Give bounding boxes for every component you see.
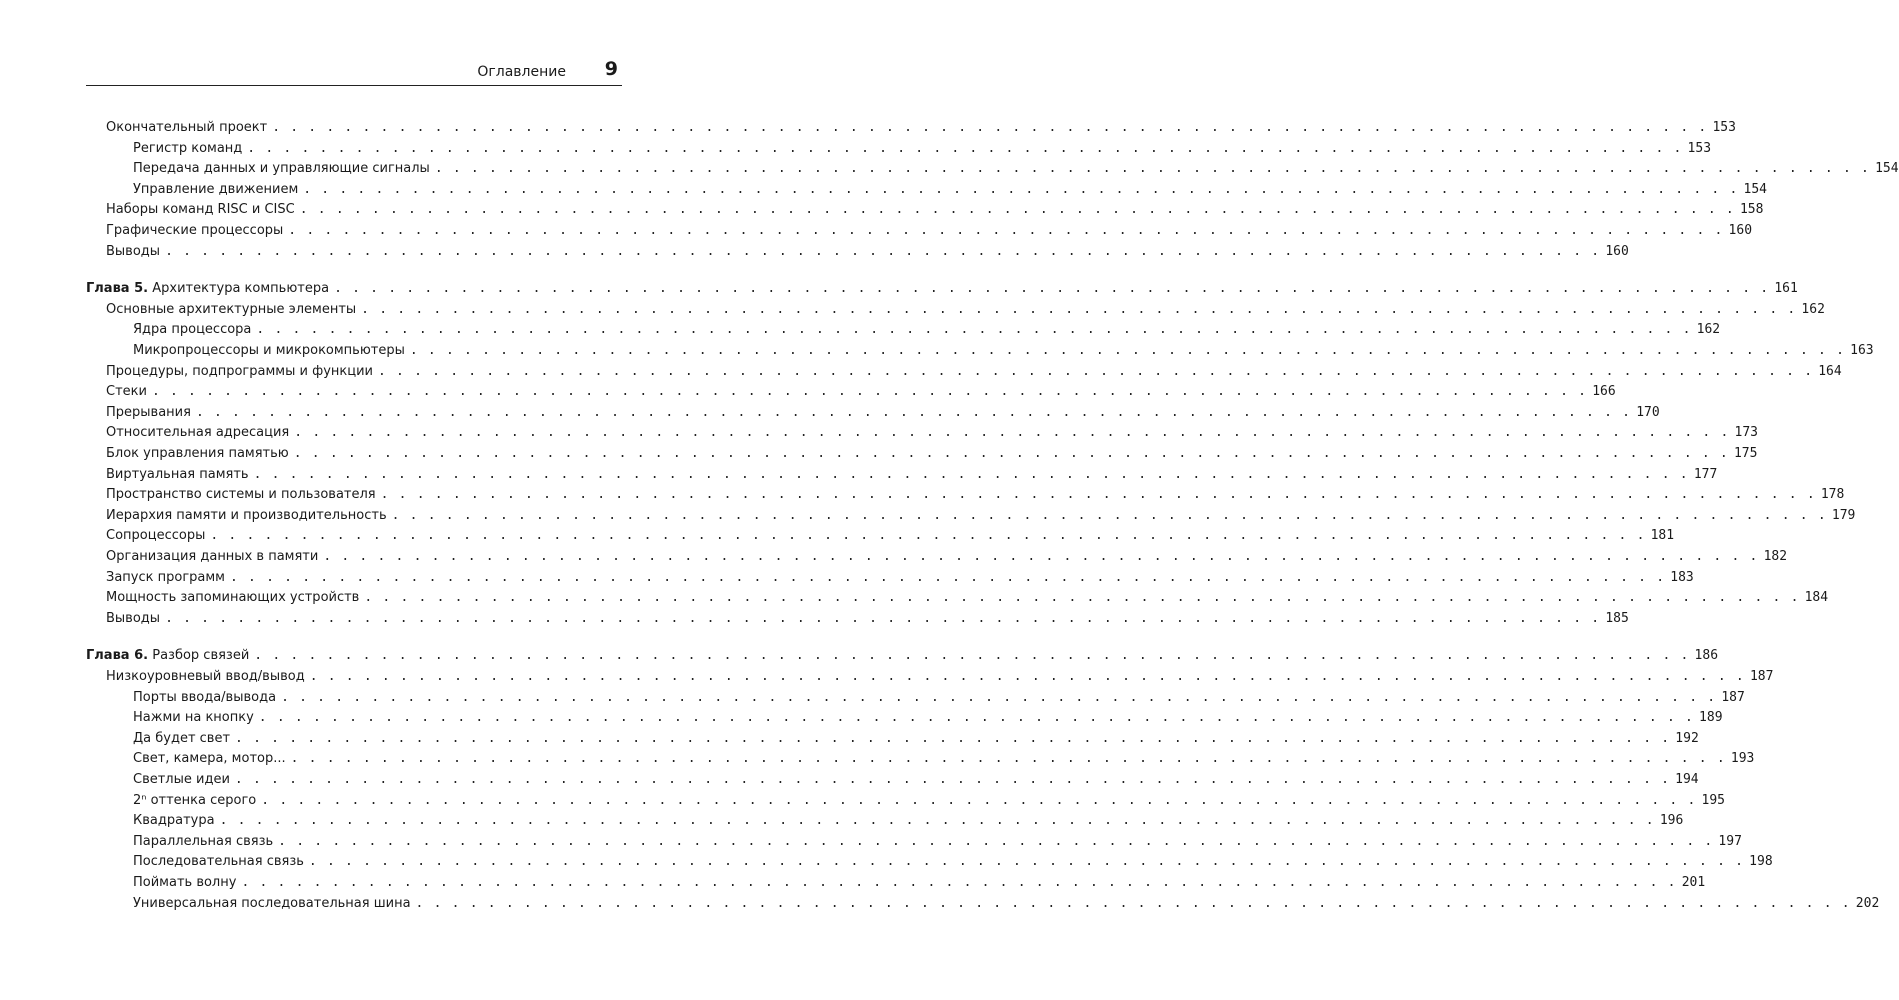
- toc-entry-title: [133, 341, 405, 361]
- toc-entry-title: [133, 139, 242, 159]
- toc-entry-text: Пространство системы и пользователя: [106, 487, 376, 503]
- toc-entry: [0, 547, 1788, 567]
- toc-entry-title: [106, 588, 359, 608]
- dot-leader: . . . . . . . . . . . . . . . . . . . . . . . . . . . . . . . . . . . . . . . . . . . . . . . . . . . . . . . . . . . . . . . . . . . . . . . . . . . . . . . .: [165, 243, 1601, 259]
- toc-entry-title: [106, 403, 191, 423]
- dot-leader: . . . . . . . . . . . . . . . . . . . . . . . . . . . . . . . . . . . . . . . . . . . . . . . . . . . . . . . . . . . . . . . . . . . . . . . . . . . . . . . .: [241, 875, 1677, 890]
- toc-entry-title: [86, 279, 329, 299]
- toc-page-number: 154: [1743, 181, 1767, 197]
- toc-entry-title: [133, 811, 215, 831]
- toc-chapter-entry: [0, 646, 1719, 666]
- toc-entry-text: Организация данных в памяти: [106, 549, 319, 564]
- toc-page-number: 160: [1605, 243, 1629, 259]
- toc-page-number: 184: [1804, 590, 1829, 606]
- toc-entry-title: [133, 894, 411, 914]
- toc-entry: [0, 341, 1874, 361]
- toc-entry: [0, 708, 1723, 728]
- toc-entry: [0, 568, 1694, 588]
- dot-leader: . . . . . . . . . . . . . . . . . . . . . . . . . . . . . . . . . . . . . . . . . . . . . . . . . . . . . . . . . . . . . . . . . . . . . . . . . . . . . . . .: [235, 730, 1671, 746]
- toc-entry-text: Нажми на кнопку: [133, 710, 254, 726]
- toc-entry-text: Наборы команд RISC и CISC: [106, 202, 295, 218]
- toc-entry-text: Блок управления памятью: [106, 446, 289, 461]
- toc-entry-text: Ядра процессора: [133, 322, 252, 338]
- toc-entry-text: Светлые идеи: [133, 772, 230, 787]
- toc-entry: [0, 770, 1699, 790]
- toc-entry: [0, 382, 1616, 402]
- toc-page-number: 170: [1636, 404, 1660, 420]
- toc-page-number: 154: [1875, 161, 1899, 177]
- toc-page-number: 192: [1675, 730, 1699, 746]
- toc-entry: [0, 832, 1742, 852]
- toc-entry: [0, 465, 1718, 485]
- toc-entry-title: [106, 506, 387, 526]
- chapter-label: Глава 5.: [86, 281, 149, 297]
- running-header-title: Оглавление: [477, 64, 566, 80]
- toc-page-number: 187: [1721, 689, 1745, 705]
- toc-entry-text: Квадратура: [133, 813, 215, 829]
- dot-leader: . . . . . . . . . . . . . . . . . . . . . . . . . . . . . . . . . . . . . . . . . . . . . . . . . . . . . . . . . . . . . . . . . . . . . . . . . . . . . . . .: [323, 549, 1759, 564]
- toc-entry-title: [133, 832, 273, 852]
- dot-leader: . . . . . . . . . . . . . . . . . . . . . . . . . . . . . . . . . . . . . . . . . . . . . . . . . . . . . . . . . . . . . . . . . . . . . . . . . . . . . . . .: [334, 281, 1770, 297]
- toc-entry-title: [106, 609, 160, 629]
- toc-entry: [0, 791, 1725, 811]
- dot-leader: . . . . . . . . . . . . . . . . . . . . . . . . . . . . . . . . . . . . . . . . . . . . . . . . . . . . . . . . . . . . . . . . . . . . . . . . . . . . . . . .: [234, 772, 1671, 787]
- dot-leader: . . . . . . . . . . . . . . . . . . . . . . . . . . . . . . . . . . . . . . . . . . . . . . . . . . . . . . . . . . . . . . . . . . . . . . . . . . . . . . . .: [409, 343, 1846, 358]
- toc-entry-title: [133, 688, 276, 708]
- dot-leader: . . . . . . . . . . . . . . . . . . . . . . . . . . . . . . . . . . . . . . . . . . . . . . . . . . . . . . . . . . . . . . . . . . . . . . . . . . . . . . . .: [210, 528, 1646, 544]
- toc-page-number: 187: [1749, 669, 1774, 684]
- dot-leader: . . . . . . . . . . . . . . . . . . . . . . . . . . . . . . . . . . . . . . . . . . . . . . . . . . . . . . . . . . . . . . . . . . . . . . . . . . . . . . . .: [281, 689, 1717, 705]
- toc-entry-title: [106, 362, 373, 382]
- dot-leader: . . . . . . . . . . . . . . . . . . . . . . . . . . . . . . . . . . . . . . . . . . . . . . . . . . . . . . . . . . . . . . . . . . . . . . . . . . . . . . . .: [254, 648, 1690, 664]
- toc-page-number: 177: [1693, 466, 1718, 482]
- toc-entry-text: Параллельная связь: [133, 833, 274, 849]
- toc-entry-text: Мощность запоминающих устройств: [106, 590, 360, 606]
- toc-entry-title: [133, 729, 230, 749]
- dot-leader: . . . . . . . . . . . . . . . . . . . . . . . . . . . . . . . . . . . . . . . . . . . . . . . . . . . . . . . . . . . . . . . . . . . . . . . . . . . . . . . .: [290, 751, 1726, 767]
- toc-entry-title: [133, 159, 430, 179]
- toc-entry-text: Последовательная связь: [133, 854, 304, 870]
- toc-entry-title: [133, 873, 236, 893]
- toc-entry-title: [133, 749, 286, 769]
- toc-entry-text: Передача данных и управляющие сигналы: [133, 161, 430, 177]
- toc-entry-title: [106, 200, 295, 220]
- toc-entry-title: [106, 526, 205, 546]
- toc-entry: [0, 444, 1758, 464]
- toc-entry: [0, 811, 1684, 831]
- toc-chapter-entry: [0, 279, 1798, 299]
- toc-entry-text: Графические процессоры: [106, 223, 284, 238]
- dot-leader: . . . . . . . . . . . . . . . . . . . . . . . . . . . . . . . . . . . . . . . . . . . . . . . . . . . . . . . . . . . . . . . . . . . . . . . . . . . . . . . .: [294, 425, 1730, 441]
- toc-page-number: 163: [1850, 343, 1874, 358]
- toc-page-number: 178: [1820, 487, 1845, 503]
- toc-page-number: 193: [1730, 751, 1755, 767]
- toc-entry-text: Разбор связей: [152, 648, 250, 664]
- toc-page-number: 194: [1675, 772, 1699, 787]
- toc-entry: [0, 200, 1764, 220]
- dot-leader: . . . . . . . . . . . . . . . . . . . . . . . . . . . . . . . . . . . . . . . . . . . . . . . . . . . . . . . . . . . . . . . . . . . . . . . . . . . . . . . .: [230, 569, 1666, 585]
- dot-leader: . . . . . . . . . . . . . . . . . . . . . . . . . . . . . . . . . . . . . . . . . . . . . . . . . . . . . . . . . . . . . . . . . . . . . . . . . . . . . . . .: [247, 140, 1683, 156]
- toc-page-number: 182: [1763, 549, 1788, 564]
- toc-entry-text: Управление движением: [133, 181, 299, 197]
- dot-leader: . . . . . . . . . . . . . . . . . . . . . . . . . . . . . . . . . . . . . . . . . . . . . . . . . . . . . . . . . . . . . . . . . . . . . . . . . . . . . . . .: [278, 833, 1714, 849]
- dot-leader: . . . . . . . . . . . . . . . . . . . . . . . . . . . . . . . . . . . . . . . . . . . . . . . . . . . . . . . . . . . . . . . . . . . . . . . . . . . . . . . .: [253, 466, 1689, 482]
- dot-leader: . . . . . . . . . . . . . . . . . . . . . . . . . . . . . . . . . . . . . . . . . . . . . . . . . . . . . . . . . . . . . . . . . . . . . . . . . . . . . . . .: [361, 301, 1797, 317]
- toc-entry: [0, 403, 1660, 423]
- toc-page-number: 161: [1774, 281, 1798, 297]
- dot-leader: . . . . . . . . . . . . . . . . . . . . . . . . . . . . . . . . . . . . . . . . . . . . . . . . . . . . . . . . . . . . . . . . . . . . . . . . . . . . . . . .: [219, 813, 1655, 829]
- toc-entry: [0, 852, 1773, 872]
- dot-leader: . . . . . . . . . . . . . . . . . . . . . . . . . . . . . . . . . . . . . . . . . . . . . . . . . . . . . . . . . . . . . . . . . . . . . . . . . . . . . . . .: [261, 792, 1697, 808]
- toc-page-number: 185: [1605, 610, 1629, 626]
- dot-leader: . . . . . . . . . . . . . . . . . . . . . . . . . . . . . . . . . . . . . . . . . . . . . . . . . . . . . . . . . . . . . . . . . . . . . . . . . . . . . . . .: [364, 590, 1800, 606]
- toc-entry: [0, 667, 1774, 687]
- toc-page-number: 162: [1801, 301, 1825, 317]
- dot-leader: . . . . . . . . . . . . . . . . . . . . . . . . . . . . . . . . . . . . . . . . . . . . . . . . . . . . . . . . . . . . . . . . . . . . . . . . . . . . . . . .: [256, 322, 1692, 338]
- toc-entry-text: Запуск программ: [106, 569, 225, 585]
- toc-entry-text: 2ⁿ оттенка серого: [133, 792, 257, 808]
- toc-entry-title: [133, 770, 230, 790]
- dot-leader: . . . . . . . . . . . . . . . . . . . . . . . . . . . . . . . . . . . . . . . . . . . . . . . . . . . . . . . . . . . . . . . . . . . . . . . . . . . . . . . .: [434, 161, 1871, 177]
- toc-page-number: 162: [1696, 322, 1721, 338]
- toc-entry-title: [106, 423, 289, 443]
- toc-page-number: 153: [1712, 120, 1736, 135]
- toc-entry-text: Регистр команд: [133, 140, 243, 156]
- toc-page-number: 175: [1733, 446, 1758, 461]
- toc-entry-text: Относительная адресация: [106, 425, 290, 441]
- toc-entry-text: Стеки: [106, 384, 147, 400]
- toc-page-number: 196: [1659, 813, 1684, 829]
- toc-entry-title: [133, 791, 256, 811]
- dot-leader: . . . . . . . . . . . . . . . . . . . . . . . . . . . . . . . . . . . . . . . . . . . . . . . . . . . . . . . . . . . . . . . . . . . . . . . . . . . . . . . .: [258, 710, 1695, 726]
- toc-entry-text: Порты ввода/вывода: [133, 689, 277, 705]
- toc-page-number: 197: [1718, 833, 1742, 849]
- toc-page-number: 186: [1694, 648, 1719, 664]
- dot-leader: . . . . . . . . . . . . . . . . . . . . . . . . . . . . . . . . . . . . . . . . . . . . . . . . . . . . . . . . . . . . . . . . . . . . . . . . . . . . . . . .: [151, 384, 1588, 400]
- dot-leader: . . . . . . . . . . . . . . . . . . . . . . . . . . . . . . . . . . . . . . . . . . . . . . . . . . . . . . . . . . . . . . . . . . . . . . . . . . . . . . . .: [195, 404, 1632, 420]
- toc-entry-title: [106, 465, 249, 485]
- toc-entry-title: [106, 485, 376, 505]
- dot-leader: . . . . . . . . . . . . . . . . . . . . . . . . . . . . . . . . . . . . . . . . . . . . . . . . . . . . . . . . . . . . . . . . . . . . . . . . . . . . . . . .: [308, 854, 1745, 870]
- toc-entry-text: Виртуальная память: [106, 466, 249, 482]
- dot-leader: . . . . . . . . . . . . . . . . . . . . . . . . . . . . . . . . . . . . . . . . . . . . . . . . . . . . . . . . . . . . . . . . . . . . . . . . . . . . . . . .: [165, 610, 1601, 626]
- toc-page-number: 198: [1749, 854, 1773, 870]
- toc-entry: [0, 485, 1845, 505]
- toc-entry-text: Прерывания: [106, 404, 191, 420]
- dot-leader: . . . . . . . . . . . . . . . . . . . . . . . . . . . . . . . . . . . . . . . . . . . . . . . . . . . . . . . . . . . . . . . . . . . . . . . . . . . . . . . .: [377, 363, 1814, 379]
- toc-page-number: 160: [1728, 223, 1753, 238]
- toc-page-number: 183: [1670, 569, 1694, 585]
- toc-entry-text: Иерархия памяти и производительность: [106, 507, 387, 523]
- dot-leader: . . . . . . . . . . . . . . . . . . . . . . . . . . . . . . . . . . . . . . . . . . . . . . . . . . . . . . . . . . . . . . . . . . . . . . . . . . . . . . . .: [303, 181, 1739, 197]
- toc-entry-text: Низкоуровневый ввод/вывод: [106, 669, 305, 684]
- toc-entry: [0, 729, 1699, 749]
- toc-entry-title: [106, 221, 283, 241]
- toc-page-number: 164: [1818, 363, 1842, 379]
- toc-page-number: 201: [1681, 875, 1706, 890]
- toc-entry-text: Микропроцессоры и микрокомпьютеры: [133, 343, 405, 358]
- chapter-label: Глава 6.: [86, 648, 149, 664]
- toc-entry: [0, 221, 1753, 241]
- toc-entry-text: Процедуры, подпрограммы и функции: [106, 363, 373, 379]
- toc-entry-title: [106, 300, 356, 320]
- toc-entry-text: Основные архитектурные элементы: [106, 301, 357, 317]
- toc-page-number: 181: [1650, 528, 1675, 544]
- toc-entry-title: [106, 118, 267, 138]
- toc-entry: [0, 118, 1736, 138]
- toc-entry: [0, 588, 1829, 608]
- toc-entry-title: [106, 568, 225, 588]
- toc-entry: [0, 423, 1758, 443]
- dot-leader: . . . . . . . . . . . . . . . . . . . . . . . . . . . . . . . . . . . . . . . . . . . . . . . . . . . . . . . . . . . . . . . . . . . . . . . . . . . . . . . .: [415, 895, 1851, 911]
- toc-entry-text: Архитектура компьютера: [152, 281, 330, 297]
- toc-entry: [0, 894, 1880, 914]
- toc-entry-text: Сопроцессоры: [106, 528, 206, 544]
- toc-page-number: 173: [1734, 425, 1758, 441]
- toc-page-number: 166: [1592, 384, 1616, 400]
- dot-leader: . . . . . . . . . . . . . . . . . . . . . . . . . . . . . . . . . . . . . . . . . . . . . . . . . . . . . . . . . . . . . . . . . . . . . . . . . . . . . . . .: [309, 669, 1745, 684]
- toc-entry-title: [133, 180, 298, 200]
- toc-entry-text: Выводы: [106, 243, 161, 259]
- dot-leader: . . . . . . . . . . . . . . . . . . . . . . . . . . . . . . . . . . . . . . . . . . . . . . . . . . . . . . . . . . . . . . . . . . . . . . . . . . . . . . . .: [391, 507, 1827, 523]
- toc-page-number: 179: [1831, 507, 1856, 523]
- toc-entry-title: [106, 242, 160, 262]
- page-number: 9: [604, 58, 618, 80]
- toc-entry-title: [106, 547, 318, 567]
- toc-entry: [0, 873, 1706, 893]
- toc-entry: [0, 320, 1721, 340]
- toc-entry: [0, 609, 1629, 629]
- dot-leader: . . . . . . . . . . . . . . . . . . . . . . . . . . . . . . . . . . . . . . . . . . . . . . . . . . . . . . . . . . . . . . . . . . . . . . . . . . . . . . . .: [272, 120, 1708, 135]
- toc-entry-title: [106, 382, 147, 402]
- toc-entry-title: [133, 852, 304, 872]
- toc-entry: [0, 506, 1856, 526]
- toc-page-number: 195: [1701, 792, 1725, 808]
- dot-leader: . . . . . . . . . . . . . . . . . . . . . . . . . . . . . . . . . . . . . . . . . . . . . . . . . . . . . . . . . . . . . . . . . . . . . . . . . . . . . . . .: [380, 487, 1816, 503]
- toc-entry: [0, 749, 1755, 769]
- toc-entry-text: Универсальная последовательная шина: [133, 895, 411, 911]
- toc-entry-text: Поймать волну: [133, 875, 237, 890]
- toc-entry: [0, 180, 1767, 200]
- toc-entry-title: [86, 646, 249, 666]
- toc-page-number: 158: [1739, 202, 1764, 218]
- toc-entry-text: Свет, камера, мотор...: [133, 751, 286, 767]
- toc-page-number: 153: [1687, 140, 1712, 156]
- dot-leader: . . . . . . . . . . . . . . . . . . . . . . . . . . . . . . . . . . . . . . . . . . . . . . . . . . . . . . . . . . . . . . . . . . . . . . . . . . . . . . . .: [293, 446, 1729, 461]
- toc-entry: [0, 688, 1745, 708]
- toc-entry: [0, 362, 1842, 382]
- toc-page-number: 202: [1855, 895, 1880, 911]
- toc-entry-title: [133, 708, 254, 728]
- toc-entry-title: [106, 667, 305, 687]
- toc-entry: [0, 300, 1825, 320]
- dot-leader: . . . . . . . . . . . . . . . . . . . . . . . . . . . . . . . . . . . . . . . . . . . . . . . . . . . . . . . . . . . . . . . . . . . . . . . . . . . . . . . .: [299, 202, 1735, 218]
- toc-entry-title: [106, 444, 289, 464]
- toc-entry-title: [133, 320, 251, 340]
- toc-entry: [0, 242, 1629, 262]
- toc-entry: [0, 526, 1675, 546]
- toc-entry: [0, 139, 1712, 159]
- toc-entry-text: Да будет свет: [133, 730, 231, 746]
- toc-page-number: 189: [1699, 710, 1723, 726]
- dot-leader: . . . . . . . . . . . . . . . . . . . . . . . . . . . . . . . . . . . . . . . . . . . . . . . . . . . . . . . . . . . . . . . . . . . . . . . . . . . . . . . .: [288, 223, 1724, 238]
- toc-entry-text: Выводы: [106, 610, 161, 626]
- toc-entry-text: Окончательный проект: [106, 120, 268, 135]
- toc-entry: [0, 159, 1899, 179]
